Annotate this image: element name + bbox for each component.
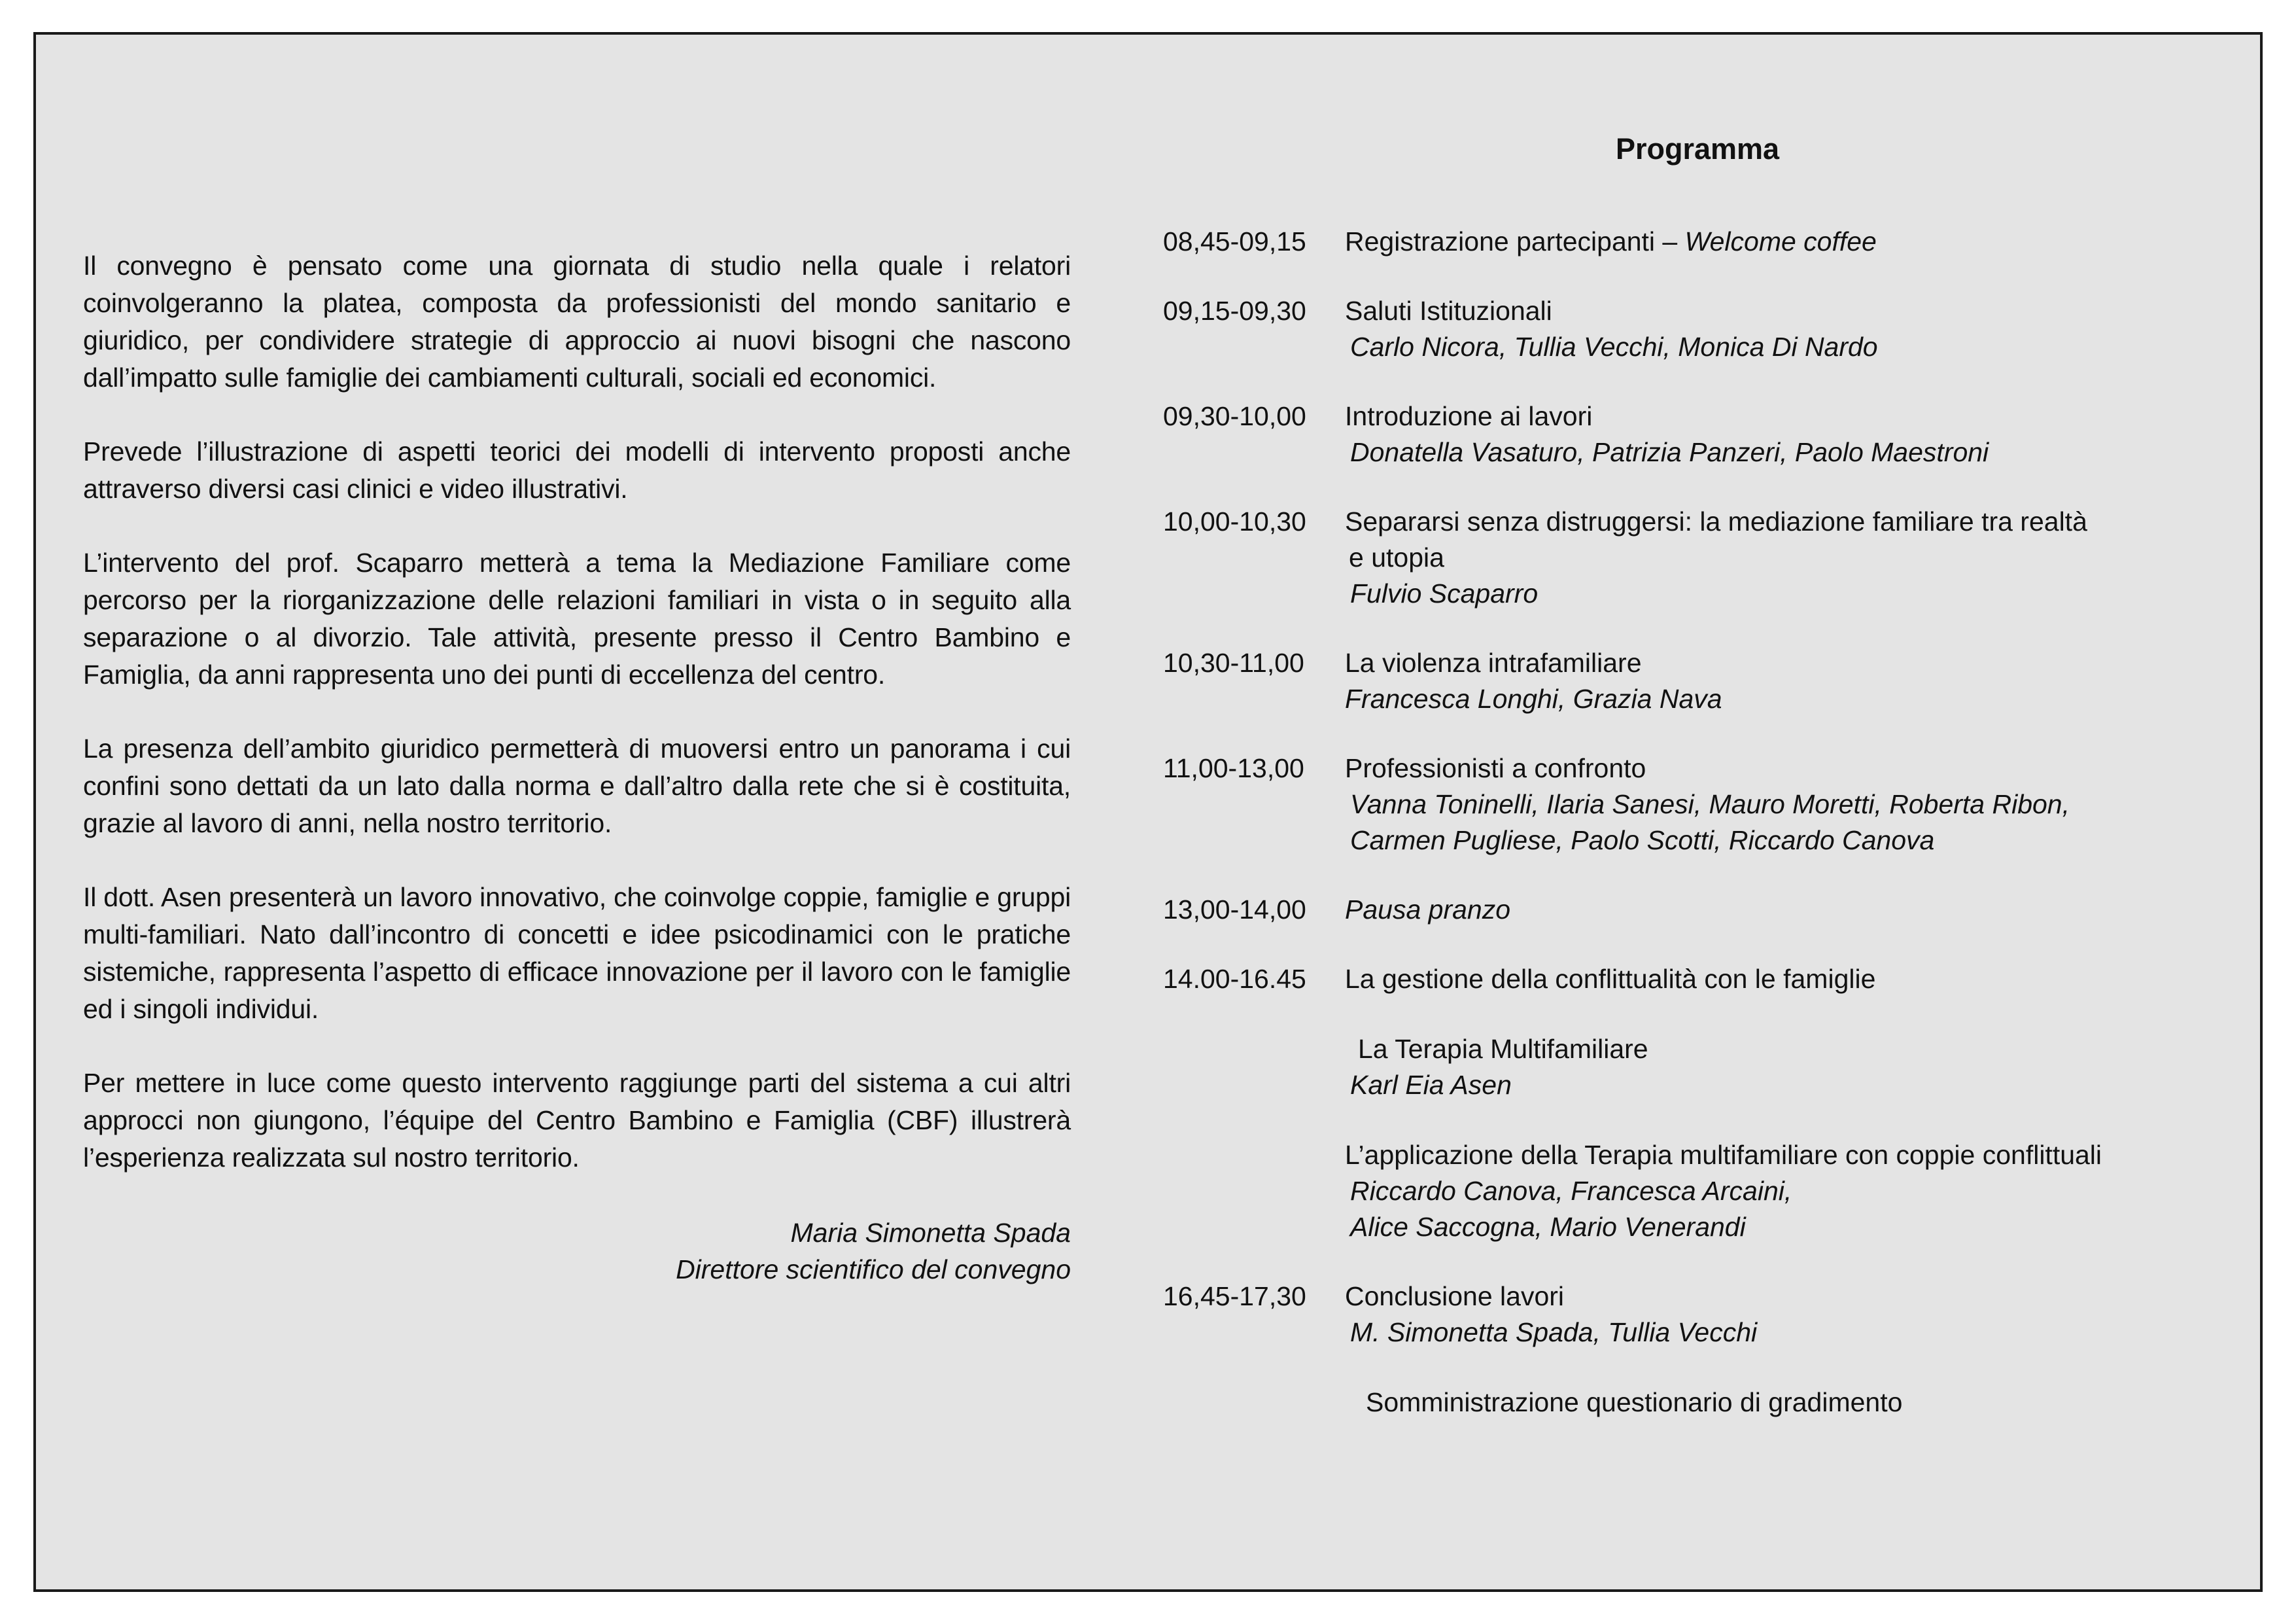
- programma-subsession-title: L’applicazione della Terapia multifamiliare con coppie conflittuali: [1345, 1140, 2102, 1170]
- programma-time: 11,00-13,00: [1163, 753, 1304, 783]
- signature-role: Direttore scientifico del convegno: [676, 1254, 1071, 1284]
- programma-note: Somministrazione questionario di gradimento: [1366, 1387, 1903, 1417]
- programma-item: [1163, 750, 2223, 858]
- intro-paragraph: Prevede l’illustrazione di aspetti teorici dei modelli di intervento proposti anche attraverso diversi casi clinici e video illustrativi.: [83, 436, 1071, 504]
- programma-time: 16,45-17,30: [1163, 1281, 1306, 1311]
- programma-speakers: Karl Eia Asen: [1350, 1070, 1512, 1100]
- programma-time: 09,15-09,30: [1163, 296, 1306, 326]
- programma-session-title: La gestione della conflittualità con le famiglie: [1345, 964, 1876, 994]
- programma-session-title: Separarsi senza distruggersi: la mediazione familiare tra realtà: [1345, 506, 2087, 537]
- programma-speakers: Francesca Longhi, Grazia Nava: [1345, 684, 1722, 714]
- signature: [83, 1214, 1071, 1288]
- programma-session-title-cont: e utopia: [1349, 542, 1444, 573]
- programma-time: 10,00-10,30: [1163, 506, 1306, 537]
- programma-item: [1163, 892, 2223, 928]
- programma-time: 10,30-11,00: [1163, 648, 1304, 678]
- programma-speakers: Riccardo Canova, Francesca Arcaini,: [1350, 1176, 1792, 1206]
- programma-item: [1163, 398, 2223, 470]
- programma-session-title: Professionisti a confronto: [1345, 753, 1646, 783]
- programma-session-title: Conclusione lavori: [1345, 1281, 1565, 1311]
- programma-list: [1163, 224, 2223, 1454]
- programma-speakers: Donatella Vasaturo, Patrizia Panzeri, Paolo Maestroni: [1350, 437, 1989, 467]
- programma-time: 13,00-14,00: [1163, 894, 1306, 925]
- intro-paragraph: La presenza dell’ambito giuridico permetterà di muoversi entro un panorama i cui confini sono dettati da un lato dalla norma e dall’altro dalla rete che si è costituita, grazie al lavoro di anni, nella nostro territorio.: [83, 733, 1071, 838]
- programma-item: [1163, 504, 2223, 612]
- programma-speakers: Vanna Toninelli, Ilaria Sanesi, Mauro Moretti, Roberta Ribon,: [1350, 789, 2070, 819]
- intro-paragraph: Per mettere in luce come questo intervento raggiunge parti del sistema a cui altri approcci non giungono, l’équipe del Centro Bambino e Famiglia (CBF) illustrerà l’esperienza realizzata sul nostro territorio.: [83, 1068, 1071, 1173]
- intro-paragraph: Il dott. Asen presenterà un lavoro innovativo, che coinvolge coppie, famiglie e gruppi multi-familiari. Nato dall’incontro di concetti e idee psicodinamici con le pratiche sistemiche, rappresenta l’aspetto di efficace innovazione per il lavoro con le famiglie ed i singoli individui.: [83, 882, 1071, 1024]
- intro-paragraph: L’intervento del prof. Scaparro metterà a tema la Mediazione Familiare come percorso per la riorganizzazione delle relazioni familiari in vista o in seguito alla separazione o al divorzio. Tale attività, presente presso il Centro Bambino e Famiglia, da anni rappresenta uno dei punti di eccellenza del centro.: [83, 548, 1071, 690]
- programma-session-title: Introduzione ai lavori: [1345, 401, 1593, 431]
- programma-session-title: Saluti Istituzionali: [1345, 296, 1552, 326]
- programma-item: [1163, 224, 2223, 260]
- programma-session-title-italic: Pausa pranzo: [1345, 894, 1511, 925]
- programma-speakers-cont: Alice Saccogna, Mario Venerandi: [1350, 1212, 1746, 1242]
- programma-session-title-italic: Welcome coffee: [1684, 226, 1877, 256]
- programma-speakers: Fulvio Scaparro: [1350, 578, 1539, 609]
- programma-session-title: La violenza intrafamiliare: [1345, 648, 1642, 678]
- programma-speakers-cont: Carmen Pugliese, Paolo Scotti, Riccardo Canova: [1350, 825, 1935, 855]
- intro-column: [83, 247, 1071, 1288]
- programma-time: 09,30-10,00: [1163, 401, 1306, 431]
- programma-speakers: M. Simonetta Spada, Tullia Vecchi: [1350, 1317, 1758, 1347]
- programma-item: [1163, 293, 2223, 365]
- programma-item: [1163, 961, 2223, 1245]
- programma-speakers: Carlo Nicora, Tullia Vecchi, Monica Di Nardo: [1350, 332, 1878, 362]
- programma-item: [1163, 645, 2223, 717]
- programma-title: Programma: [1615, 132, 1780, 166]
- programma-time: 14.00-16.45: [1163, 964, 1306, 994]
- programma-subsession-title: La Terapia Multifamiliare: [1358, 1034, 1648, 1064]
- intro-paragraph: Il convegno è pensato come una giornata di studio nella quale i relatori coinvolgeranno la platea, composta da professionisti del mondo sanitario e giuridico, per condividere strategie di approccio ai nuovi bisogni che nascono dall’impatto sulle famiglie dei cambiamenti culturali, sociali ed economici.: [83, 251, 1071, 393]
- signature-name: Maria Simonetta Spada: [790, 1218, 1071, 1248]
- programma-session-title: Registrazione partecipanti –: [1345, 226, 1678, 256]
- programma-time: 08,45-09,15: [1163, 226, 1306, 256]
- programma-item: [1163, 1279, 2223, 1421]
